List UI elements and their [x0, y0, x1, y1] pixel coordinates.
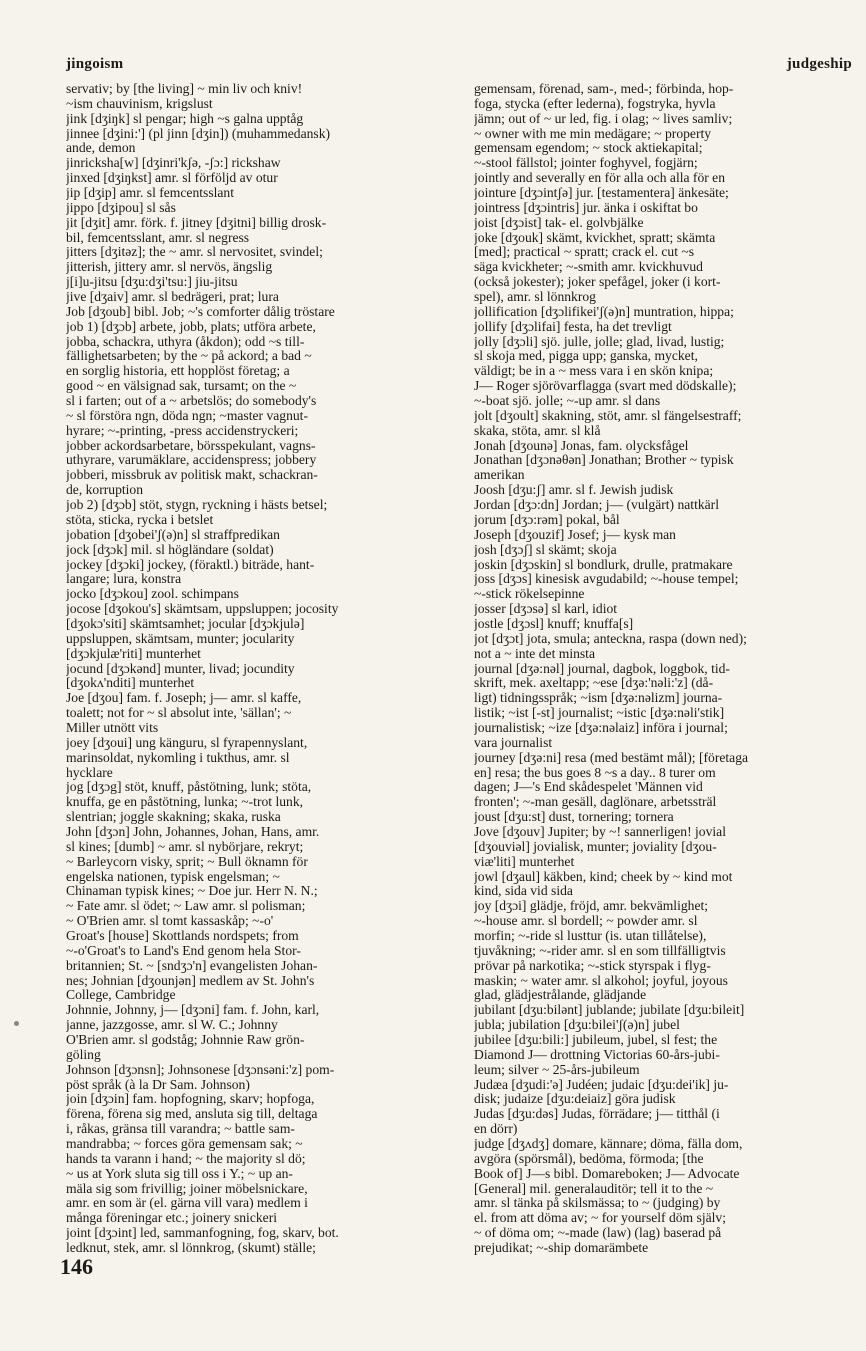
dictionary-line: journalistisk; ~ize [dʒə:nəlaiz] införa i journal; — [474, 720, 728, 735]
dictionary-line: O'Brien amr. sl godståg; Johnnie Raw grön- — [66, 1033, 305, 1047]
dictionary-line: pöst språk (à la Dr Sam. Johnson) — [66, 1077, 250, 1092]
dictionary-line: amr. sl tänka på skilsmässa; to ~ (judging) by — [474, 1196, 721, 1211]
dictionary-line: väldigt; be in a ~ mess vara i en skön knipa; — [474, 364, 714, 379]
dictionary-line: amr. en som är (el. gärna vill vara) medlem i — [66, 1196, 308, 1211]
dictionary-line: skaka, stöta, amr. sl klå — [474, 423, 601, 438]
dictionary-line: i, råkas, gränsa till varandra; ~ battle sam- — [66, 1122, 295, 1137]
dictionary-line: join [dʒɔin] fam. hopfogning, skarv; hopfoga, — [66, 1092, 315, 1107]
dictionary-line: servativ; by [the living] ~ min liv och kniv! — [66, 82, 303, 96]
dictionary-line: job 1) [dʒɔb] arbete, jobb, plats; utföra arbete, — [66, 319, 316, 334]
dictionary-line: jink [dʒiŋk] sl pengar; high ~s galna upptåg — [66, 111, 304, 126]
dictionary-line: joint [dʒɔint] led, sammanfogning, fog, skarv, bot. — [66, 1226, 339, 1241]
dictionary-line: ~ Barleycorn visky, sprit; ~ Bull öknamn för — [66, 854, 308, 869]
dictionary-line: jubilant [dʒu:bilənt] jublande; jubilate [dʒu:bileit] — [474, 1003, 745, 1018]
dictionary-line: många föreningar etc.; joinery snickeri — [66, 1211, 277, 1226]
dictionary-line: journey [dʒə:ni] resa (med bestämt mål); [företaga — [474, 750, 749, 765]
dictionary-line: Judas [dʒu:dəs] Judas, förrädare; j— titthål (i — [474, 1107, 720, 1122]
dictionary-line: sl skoja med, pigga upp; ganska, mycket, — [474, 349, 698, 364]
dictionary-line: en dörr) — [474, 1122, 518, 1137]
dictionary-line: el. from att döma av; ~ for yourself döm själv; — [474, 1211, 726, 1226]
dictionary-line: en] resa; the bus goes 8 ~s a day.. 8 turer om — [474, 765, 716, 780]
dictionary-line: ~ owner with me min medägare; ~ property — [474, 126, 712, 141]
dictionary-line: jointress [dʒɔintris] jur. änka i oskiftat bo — [474, 200, 698, 215]
dictionary-line: [dʒokɔ'siti] skämtsamhet; jocular [dʒɔkjulə] — [66, 616, 305, 631]
dictionary-line: jitterish, jittery amr. sl nervös, ängslig — [66, 260, 273, 275]
dictionary-line: jobberi, missbruk av politisk makt, schackran- — [66, 468, 318, 483]
dictionary-line: ~-stool fällstol; jointer foghyvel, fogjärn; — [474, 156, 698, 171]
dictionary-line: disk; judaize [dʒu:deiaiz] göra judisk — [474, 1092, 676, 1107]
dictionary-line: engelska nationen, typisk engelsman; ~ — [66, 869, 280, 884]
left-column — [66, 82, 448, 1256]
dictionary-line: judge [dʒʌdʒ] domare, kännare; döma, fälla dom, — [474, 1137, 743, 1152]
dictionary-line: Jonathan [dʒɔnəθən] Jonathan; Brother ~ typisk — [474, 453, 734, 468]
dictionary-line: good ~ en välsignad sak, tursamt; on the ~ — [66, 379, 297, 394]
dictionary-line: stöta, sticka, rycka i betslet — [66, 512, 214, 527]
dictionary-line: College, Cambridge — [66, 988, 176, 1003]
dictionary-line: vara journalist — [474, 735, 553, 750]
margin-mark — [14, 1021, 19, 1026]
dictionary-line: jive [dʒaiv] amr. sl bedrägeri, prat; lura — [66, 290, 279, 305]
dictionary-line: journal [dʒə:nəl] journal, dagbok, loggbok, tid- — [474, 661, 730, 676]
dictionary-line: jot [dʒɔt] jota, smula; anteckna, raspa (down ned); — [474, 631, 747, 646]
dictionary-line: nes; Johnian [dʒounjən] medlem av St. John's — [66, 973, 315, 988]
dictionary-line: josh [dʒɔʃ] sl skämt; skoja — [474, 542, 617, 557]
dictionary-line: prövar på narkotika; ~-stick styrspak i flyg- — [474, 958, 711, 973]
dictionary-line: viæ'liti] munterhet — [474, 854, 575, 869]
dictionary-line: sl kines; [dumb] ~ amr. sl nybörjare, rekryt; — [66, 839, 304, 854]
dictionary-line: prejudikat; ~-ship domarämbete — [474, 1241, 649, 1256]
dictionary-line: Jordan [dʒɔ:dn] Jordan; j— (vulgärt) nattkärl — [474, 498, 719, 513]
dictionary-line: Miller utnött vits — [66, 720, 159, 735]
dictionary-line: jubilee [dʒu:bili:] jubileum, jubel, sl fest; the — [474, 1033, 718, 1047]
dictionary-line: ~ sl förstöra ngn, döda ngn; ~master vagnut- — [66, 408, 308, 423]
dictionary-line: ligt) tidningsspråk; ~ism [dʒə:nəlizm] journa- — [474, 691, 723, 706]
dictionary-line: uthyrare, varumäklare, accidenspress; jobbery — [66, 453, 317, 468]
dictionary-line: joist [dʒɔist] tak- el. golvbjälke — [474, 215, 644, 230]
dictionary-line: bil, femcentsslant, amr. sl negress — [66, 230, 250, 245]
dictionary-line: foga, stycka (efter lederna), fogstryka, hyvla — [474, 96, 716, 111]
dictionary-line: Johnnie, Johnny, j— [dʒɔni] fam. f. John, karl, — [66, 1003, 320, 1018]
dictionary-line: jobation [dʒobei'ʃ(ə)n] sl straffpredikan — [66, 527, 280, 542]
dictionary-line: not a ~ inte det minsta — [474, 646, 595, 661]
dictionary-line: jostle [dʒɔsl] knuff; knuffa[s] — [474, 616, 634, 631]
dictionary-line: mäla sig som frivillig; joiner möbelsnickare, — [66, 1181, 308, 1196]
dictionary-line: leum; silver ~ 25-års-jubileum — [474, 1062, 640, 1077]
dictionary-line: jip [dʒip] amr. sl femcentsslant — [66, 186, 234, 201]
dictionary-line: J— Roger sjörövarflagga (svart med dödskalle); — [474, 379, 737, 394]
dictionary-line: Diamond J— drottning Victorias 60-års-jubi- — [474, 1047, 720, 1062]
dictionary-line: britannien; St. ~ [sndʒɔ'n] evangelisten Johan- — [66, 958, 318, 973]
dictionary-line: ~-stick rökelsepinne — [474, 587, 585, 602]
dictionary-line: fällighetsarbeten; by the ~ på ackord; a bad ~ — [66, 349, 312, 364]
dictionary-line: de, korruption — [66, 483, 144, 498]
dictionary-line: jinnee [dʒini:'] (pl jinn [dʒin]) (muhammedansk) — [66, 126, 331, 141]
dictionary-line: Groat's [house] Skottlands nordspets; from — [66, 928, 299, 943]
dictionary-line: sl i farten; out of a ~ arbetslös; do somebody's — [66, 394, 317, 409]
dictionary-line: dagen; J—'s End skådespelet 'Männen vid — [474, 780, 703, 795]
dictionary-line: ~ O'Brien amr. sl tomt kassaskåp; ~-o' — [66, 914, 274, 929]
dictionary-line: gemensam egendom; ~ stock aktiekapital; — [474, 141, 703, 156]
dictionary-line: [med]; practical ~ spratt; crack el. cut ~s — [474, 245, 695, 260]
dictionary-line: jocko [dʒɔkou] zool. schimpans — [66, 587, 239, 602]
dictionary-line: jollification [dʒɔlifikei'ʃ(ə)n] muntration, hippa; — [474, 304, 734, 319]
dictionary-line: tjuvåkning; ~-rider amr. sl en som tillfälligtvis — [474, 943, 726, 958]
dictionary-line: listik; ~ist [-st] journalist; ~istic [dʒə:nəli'stik] — [474, 706, 725, 721]
dictionary-line: jitters [dʒitəz]; the ~ amr. sl nervositet, svindel; — [66, 245, 323, 260]
dictionary-line: ~ Fate amr. sl ödet; ~ Law amr. sl polisman; — [66, 899, 306, 914]
dictionary-line: ~-boat sjö. jolle; ~-up amr. sl dans — [474, 394, 661, 409]
dictionary-line: slentrian; joggle skakning; skaka, ruska — [66, 810, 281, 825]
dictionary-line: uppsluppen, skämtsam, munter; jocularity — [66, 631, 295, 646]
dictionary-line: ~-house amr. sl bordell; ~ powder amr. sl — [474, 914, 698, 929]
dictionary-line: Jove [dʒouv] Jupiter; by ~! sannerligen! jovial — [474, 824, 726, 839]
dictionary-line: jippo [dʒipou] sl sås — [66, 200, 176, 215]
dictionary-line: joke [dʒouk] skämt, kvickhet, spratt; skämta — [474, 230, 716, 245]
dictionary-line: toalett; not for ~ sl absolut inte, 'sällan'; ~ — [66, 706, 292, 721]
dictionary-line: jockey [dʒɔki] jockey, (föraktl.) biträde, hant- — [66, 557, 315, 572]
dictionary-line: skrift, mek. axeltapp; ~ese [dʒə:'nəli:'z] (då- — [474, 676, 714, 691]
dictionary-line: Johnson [dʒɔnsn]; Johnsonese [dʒɔnsəni:'z] pom- — [66, 1062, 335, 1077]
dictionary-line: job 2) [dʒɔb] stöt, stygn, ryckning i hästs betsel; — [66, 498, 328, 513]
dictionary-line: jinxed [dʒiŋkst] amr. sl förföljd av otur — [66, 171, 278, 186]
dictionary-line: avgöra (spörsmål), bedöma, förmoda; [the — [474, 1151, 704, 1166]
dictionary-line: jowl [dʒaul] käkben, kind; cheek by ~ kind mot — [474, 869, 733, 884]
dictionary-line: jocose [dʒokou's] skämtsam, uppsluppen; jocosity — [66, 602, 339, 617]
dictionary-line: hyrare; ~-printing, -press accidenstryckeri; — [66, 423, 299, 438]
dictionary-line: jorum [dʒɔ:rəm] pokal, bål — [474, 512, 620, 527]
dictionary-line: Book of] J—s bibl. Domareboken; J— Advocate — [474, 1166, 740, 1181]
dictionary-line: säga kvickheter; ~-smith amr. kvickhuvud — [474, 260, 703, 275]
dictionary-line: Joseph [dʒouzif] Josef; j— kysk man — [474, 527, 676, 542]
dictionary-line: jolly [dʒɔli] sjö. julle, jolle; glad, livad, lustig; — [474, 334, 725, 349]
dictionary-line: jinricksha[w] [dʒinri'kʃə, -ʃɔ:] rickshaw — [66, 156, 281, 171]
dictionary-line: gemensam, förenad, sam-, med-; förbinda, hop- — [474, 82, 734, 96]
dictionary-line: jock [dʒɔk] mil. sl högländare (soldat) — [66, 542, 274, 557]
dictionary-line: jit [dʒit] amr. förk. f. jitney [dʒitni] billig drosk- — [66, 215, 327, 230]
dictionary-line: fronten'; ~-man gesäll, daglönare, arbetssträl — [474, 795, 717, 810]
dictionary-line: morfin; ~-ride sl lusttur (is. utan tillåtelse), — [474, 928, 707, 943]
dictionary-line: [General] mil. generalauditör; tell it to the ~ — [474, 1181, 714, 1196]
dictionary-line: joskin [dʒɔskin] sl bondlurk, drulle, pratmakare — [474, 557, 733, 572]
dictionary-line: ~ism chauvinism, krigslust — [66, 96, 213, 111]
right-column — [474, 82, 858, 1256]
dictionary-line: Judæa [dʒudi:'ə] Judéen; judaic [dʒu:dei'ik] ju- — [474, 1077, 729, 1092]
dictionary-line: j[i]u-jitsu [dʒu:dʒi'tsu:] jiu-jitsu — [66, 275, 238, 290]
dictionary-line: göling — [66, 1047, 101, 1062]
dictionary-line: marinsoldat, nykomling i tukthus, amr. sl — [66, 750, 290, 765]
guide-word-left: jingoism — [66, 56, 124, 72]
dictionary-line: [dʒouviəl] jovialisk, munter; joviality [dʒou- — [474, 839, 717, 854]
dictionary-line: jocund [dʒɔkənd] munter, livad; jocundity — [66, 661, 295, 676]
dictionary-line: mandrabba; ~ forces göra gemensam sak; ~ — [66, 1137, 303, 1152]
dictionary-line: jointure [dʒɔintʃə] jur. [testamentera] änkesäte; — [474, 186, 729, 201]
guide-word-right: judgeship — [786, 56, 852, 72]
dictionary-line: jubla; jubilation [dʒu:bilei'ʃ(ə)n] jubel — [474, 1018, 680, 1033]
dictionary-line: maskin; ~ water amr. sl alkohol; joyful, joyous — [474, 973, 728, 988]
dictionary-line: John [dʒɔn] John, Johannes, Johan, Hans, amr. — [66, 824, 320, 839]
dictionary-line: joss [dʒɔs] kinesisk avgudabild; ~-house tempel; — [474, 572, 739, 587]
dictionary-line: jobber ackordsarbetare, börsspekulant, vagns- — [66, 438, 316, 453]
dictionary-line: jollify [dʒɔlifai] festa, ha det trevligt — [474, 319, 672, 334]
dictionary-line: jobba, schackra, uthyra (åkdon); odd ~s till- — [66, 334, 305, 349]
dictionary-line: glad, glädjestrålande, glädjande — [474, 988, 647, 1003]
dictionary-line: ~ of döma om; ~-made (law) (lag) baserad på — [474, 1226, 722, 1241]
dictionary-line: josser [dʒɔsə] sl karl, idiot — [474, 602, 618, 617]
dictionary-line: hands ta varann i hand; ~ the majority sl dö; — [66, 1151, 306, 1166]
dictionary-line: Job [dʒoub] bibl. Job; ~'s comforter dålig tröstare — [66, 304, 335, 319]
dictionary-line: jämn; out of ~ ur led, fig. i olag; ~ lives samliv; — [474, 111, 733, 126]
dictionary-line: joy [dʒɔi] glädje, fröjd, amr. bekvämlighet; — [474, 899, 709, 914]
dictionary-line: langare; lura, konstra — [66, 572, 182, 587]
dictionary-line: en sorglig historia, ett hopplöst företag; a — [66, 364, 290, 379]
dictionary-line: Chinaman typisk kines; ~ Doe jur. Herr N. N.; — [66, 884, 318, 899]
dictionary-line: Joe [dʒou] fam. f. Joseph; j— amr. sl kaffe, — [66, 691, 302, 706]
dictionary-line: joust [dʒu:st] dust, tornering; tornera — [474, 810, 674, 825]
dictionary-line: kind, sida vid sida — [474, 884, 573, 899]
dictionary-line: Jonah [dʒounə] Jonas, fam. olycksfågel — [474, 438, 689, 453]
dictionary-line: förena, förena sig med, ansluta sig till, deltaga — [66, 1107, 318, 1122]
dictionary-line: jointly and severally en för alla och alla för en — [474, 171, 726, 186]
dictionary-line: [dʒokʌ'nditi] munterhet — [66, 676, 195, 691]
dictionary-line: ~-o'Groat's to Land's End genom hela Stor- — [66, 943, 301, 958]
dictionary-line: joey [dʒoui] ung känguru, sl fyrapennyslant, — [66, 735, 308, 750]
dictionary-line: Joosh [dʒu:ʃ] amr. sl f. Jewish judisk — [474, 483, 674, 498]
dictionary-line: amerikan — [474, 468, 525, 483]
dictionary-line: ledknut, stek, amr. sl lönnkrog, (skumt) ställe; — [66, 1241, 316, 1256]
dictionary-line: ande, demon — [66, 141, 136, 156]
dictionary-line: knuffa, ge en påstötning, lunka; ~-trot lunk, — [66, 795, 304, 810]
page-number: 146 — [60, 1254, 93, 1279]
dictionary-line: spel), amr. sl lönnkrog — [474, 290, 596, 305]
dictionary-line: janne, jazzgosse, amr. sl W. C.; Johnny — [66, 1018, 278, 1033]
dictionary-line: (också jokester); joker spefågel, joker (i kort- — [474, 275, 721, 290]
dictionary-line: jolt [dʒoult] skakning, stöt, amr. sl fängelsestraff; — [474, 408, 742, 423]
dictionary-line: jog [dʒɔg] stöt, knuff, påstötning, lunk; stöta, — [66, 780, 312, 795]
dictionary-line: ~ us at York sluta sig till oss i Y.; ~ up an- — [66, 1166, 293, 1181]
dictionary-line: hycklare — [66, 765, 113, 780]
dictionary-line: [dʒɔkjulæ'riti] munterhet — [66, 646, 201, 661]
